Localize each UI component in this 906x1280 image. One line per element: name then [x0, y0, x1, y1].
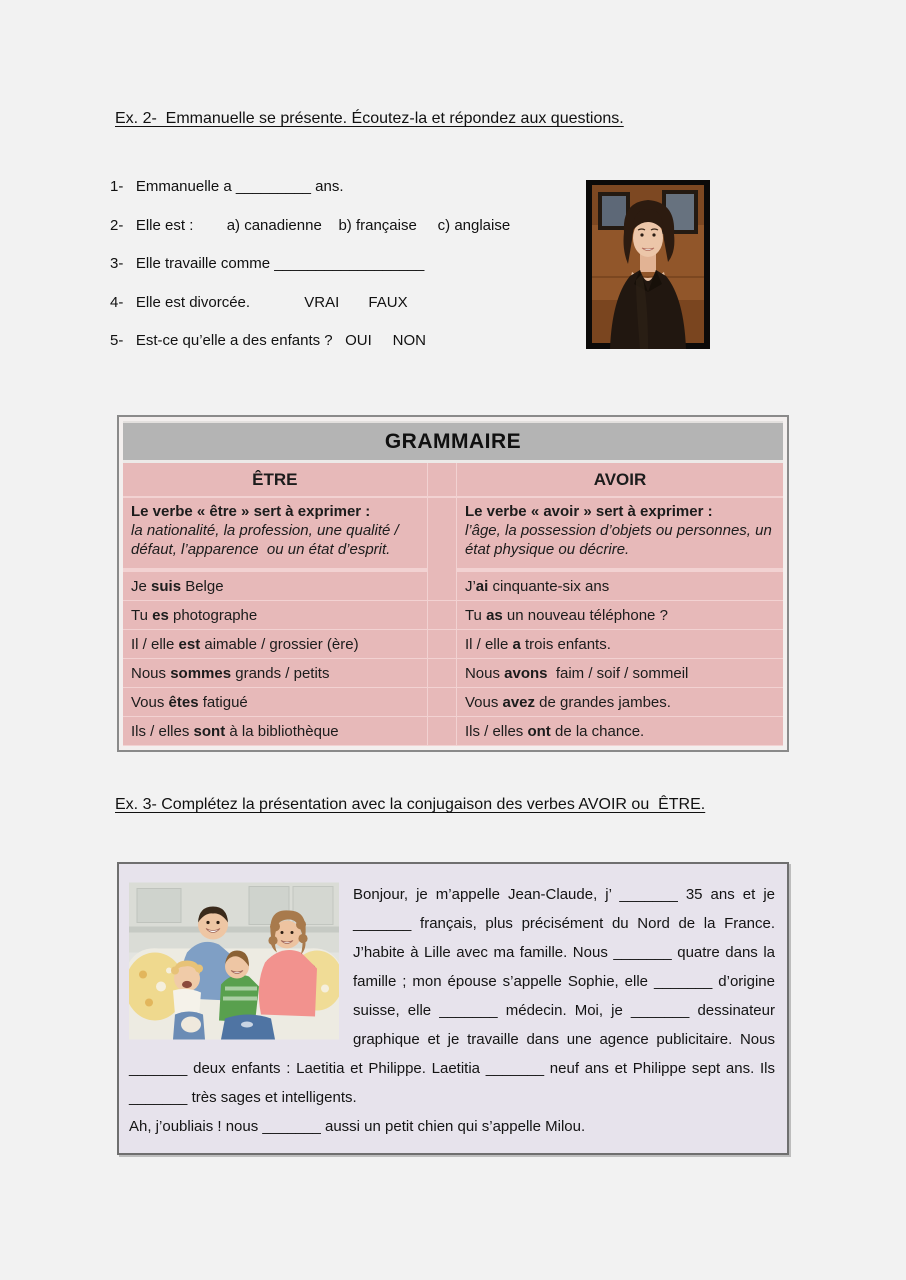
column-spacer [427, 659, 457, 688]
text-segment: aimable / grossier (ère) [200, 635, 359, 653]
fill-in-paragraph: Bonjour, je m’appelle Jean-Claude, j’ _______ 35 ans et je _______ français, plus précisément du Nord de la France. J’habite à Lille avec ma famille. Nous _______ quatre dans la famille ; mon épouse s’appelle Sophie, elle _______ d’origine suisse, elle _______ médecin. Moi, je _______ dessinateur graphique et je travaille dans une agence publicitaire. Nous _______ deux enfants : Laetitia et Philippe. Laetitia _______ neuf ans et Philippe sept ans. Ils _______ très sages et intelligents. [129, 886, 780, 1106]
text-segment: Le verbe « être » sert à exprimer : [131, 503, 371, 520]
verb-bold: es [152, 606, 169, 624]
text-segment: l’âge, la possession d’objets ou personnes, un état physique ou décrire. [464, 522, 776, 558]
verb-bold: sont [193, 722, 226, 740]
text-segment: Le verbe « avoir » sert à exprimer : [464, 503, 713, 520]
text-segment: de la chance. [550, 722, 645, 740]
text-segment: Ils / elles [131, 722, 194, 740]
family-photo [129, 882, 339, 1040]
column-header-row [123, 463, 783, 498]
verb-bold: a [512, 635, 521, 653]
text-segment: la nationalité, la profession, une qualité / défaut, l’apparence ou un état d’esprit. [131, 522, 403, 558]
question-1: 1- Emmanuelle a _________ ans. [110, 178, 344, 195]
intro-row [123, 498, 783, 572]
text-segment: de grandes jambes. [535, 693, 671, 711]
column-spacer [427, 572, 457, 601]
grammar-table-container [117, 415, 789, 752]
text-segment: cinquante-six ans [488, 577, 610, 595]
grammar-table [123, 421, 783, 746]
etre-example-5 [123, 688, 427, 717]
etre-intro [123, 498, 427, 572]
text-segment: Tu [131, 606, 153, 624]
etre-example-4 [123, 659, 427, 688]
avoir-example-5 [457, 688, 783, 717]
text-segment: à la bibliothèque [225, 722, 339, 740]
etre-example-1 [123, 572, 427, 601]
column-spacer [427, 688, 457, 717]
table-row [123, 659, 783, 688]
exercise-2-questions [110, 168, 590, 361]
avoir-example-3 [457, 630, 783, 659]
verb-bold: ont [527, 722, 551, 740]
text-segment: J’ [464, 577, 476, 595]
verb-bold: êtes [168, 693, 199, 711]
text-segment: Il / elle [131, 635, 179, 653]
text-segment: photographe [168, 606, 258, 624]
text-segment: Nous [464, 664, 505, 682]
etre-header: ÊTRE [123, 463, 427, 498]
text-segment: Vous [464, 693, 503, 711]
avoir-intro [457, 498, 783, 572]
text-segment: Tu [464, 606, 487, 624]
verb-bold: est [178, 635, 201, 653]
grammar-title-row [123, 421, 783, 463]
table-row [123, 630, 783, 659]
question-5: 5- Est-ce qu’elle a des enfants ? OUI NON [110, 332, 426, 349]
fill-in-last-line: Ah, j’oubliais ! nous _______ aussi un petit chien qui s’appelle Milou. [129, 1118, 586, 1135]
verb-bold: sommes [170, 664, 232, 682]
column-spacer [427, 601, 457, 630]
avoir-example-1 [457, 572, 783, 601]
text-segment: Il / elle [464, 635, 513, 653]
column-spacer [427, 463, 457, 498]
avoir-example-4 [457, 659, 783, 688]
text-segment: Nous [131, 664, 171, 682]
table-row [123, 717, 783, 746]
table-row [123, 688, 783, 717]
grammar-title: GRAMMAIRE [123, 421, 783, 463]
avoir-example-2 [457, 601, 783, 630]
exercise-3-box [117, 862, 789, 1155]
verb-bold: ai [475, 577, 489, 595]
text-segment: Ils / elles [464, 722, 528, 740]
verb-bold: as [486, 606, 503, 624]
exercise-2-title: Ex. 2- Emmanuelle se présente. Écoutez-la et répondez aux questions. [115, 110, 624, 127]
column-spacer [427, 630, 457, 659]
avoir-header: AVOIR [457, 463, 783, 498]
table-row [123, 572, 783, 601]
column-spacer [427, 717, 457, 746]
question-4: 4- Elle est divorcée. VRAI FAUX [110, 293, 408, 311]
column-spacer [427, 498, 457, 572]
text-segment: trois enfants. [520, 635, 611, 653]
question-2: 2- Elle est : a) canadienne b) française c) anglaise [110, 216, 511, 234]
text-segment: un nouveau téléphone ? [502, 606, 668, 624]
avoir-example-6 [457, 717, 783, 746]
verb-bold: suis [151, 577, 182, 595]
question-3: 3- Elle travaille comme __________________ [110, 255, 425, 272]
etre-example-3 [123, 630, 427, 659]
text-segment: Vous [131, 693, 169, 711]
table-row [123, 601, 783, 630]
verb-bold: avons [504, 664, 548, 682]
text-segment: fatigué [198, 693, 248, 711]
emmanuelle-portrait-photo [586, 180, 710, 349]
text-segment: faim / soif / sommeil [547, 664, 689, 682]
exercise-3-title: Ex. 3- Complétez la présentation avec la conjugaison des verbes AVOIR ou ÊTRE. [115, 796, 706, 813]
etre-example-2 [123, 601, 427, 630]
text-segment: Je [131, 577, 152, 595]
text-segment: Belge [181, 577, 224, 595]
etre-example-6 [123, 717, 427, 746]
verb-bold: avez [502, 693, 536, 711]
text-segment: grands / petits [231, 664, 330, 682]
